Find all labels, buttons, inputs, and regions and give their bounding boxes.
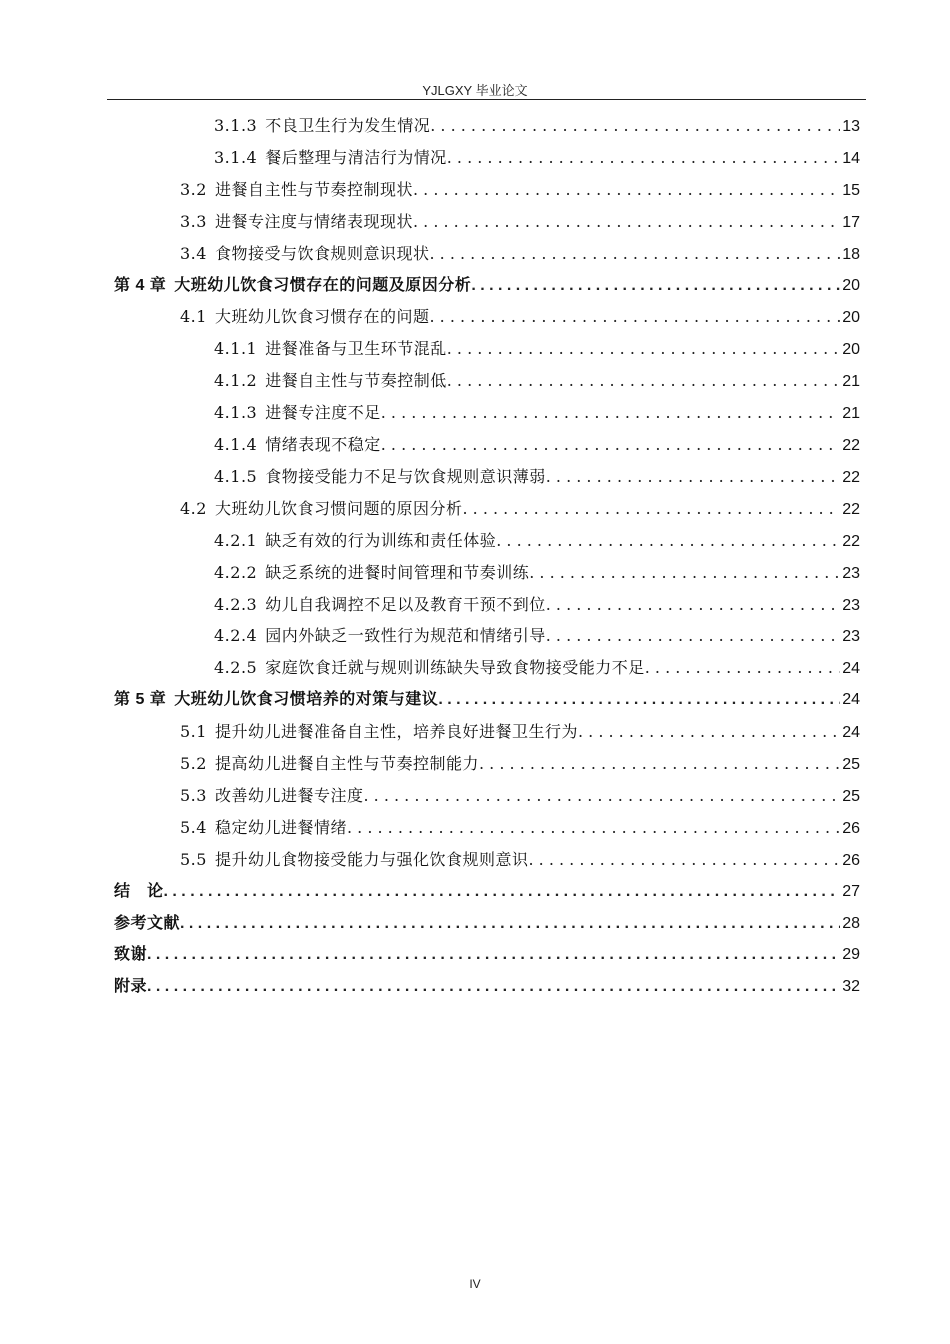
toc-entry[interactable]: [114, 688, 860, 712]
toc-entry[interactable]: [214, 146, 860, 170]
toc-entry-page: 21: [842, 373, 860, 390]
toc-entry-title: 附录: [114, 978, 148, 995]
toc-dot-leader: [164, 880, 841, 904]
toc-entry-title: 家庭饮食迁就与规则训练缺失导致食物接受能力不足: [265, 658, 645, 677]
toc-dot-leader: [147, 943, 840, 967]
toc-entry-page: 32: [842, 978, 860, 995]
toc-entry-title: 致谢: [114, 946, 148, 963]
toc-entry-page: 27: [842, 883, 860, 900]
toc-dot-leader: [529, 561, 840, 585]
toc-entry-page: 24: [842, 691, 860, 708]
toc-entry[interactable]: [214, 337, 860, 361]
toc-entry-page: 20: [842, 277, 860, 294]
toc-entry[interactable]: [214, 656, 860, 680]
toc-entry-number: 5.1: [180, 722, 207, 741]
page-number: IV: [469, 1277, 481, 1291]
toc-entry-number: 3.1.4: [214, 148, 258, 167]
toc-entry-title: 食物接受能力不足与饮食规则意识薄弱: [265, 467, 546, 486]
toc-dot-leader: [429, 242, 840, 266]
toc-entry-number: 5.4: [180, 818, 207, 837]
toc-entry-page: 22: [842, 469, 860, 486]
toc-entry[interactable]: [114, 912, 860, 936]
toc-dot-leader: [347, 816, 840, 840]
toc-entry-page: 26: [842, 852, 860, 869]
toc-entry-page: 22: [842, 501, 860, 518]
toc-entry-title: 参考文献: [114, 915, 181, 932]
toc-entry-title: 不良卫生行为发生情况: [265, 116, 431, 135]
toc-dot-leader: [471, 274, 840, 298]
toc-dot-leader: [381, 401, 840, 425]
toc-entry-title: 大班幼儿饮食习惯存在的问题: [214, 307, 430, 326]
toc-entry-title: 进餐专注度与情绪表现现状: [214, 212, 413, 231]
toc-entry-page: 29: [842, 946, 860, 963]
toc-entry[interactable]: [214, 593, 860, 617]
toc-entry-page: 23: [842, 597, 860, 614]
toc-dot-leader: [645, 656, 840, 680]
toc-entry-number: 4.1.2: [214, 371, 258, 390]
toc-entry[interactable]: [180, 178, 860, 202]
toc-dot-leader: [429, 305, 840, 329]
toc-entry-number: 4.1.1: [214, 339, 258, 358]
toc-entry-title: 进餐专注度不足: [265, 403, 381, 422]
toc-entry-title: 结 论: [114, 883, 164, 900]
toc-dot-leader: [447, 146, 840, 170]
toc-entry[interactable]: [180, 720, 860, 744]
toc-entry-page: 21: [842, 405, 860, 422]
toc-entry[interactable]: [214, 401, 860, 425]
toc-entry[interactable]: [114, 274, 860, 298]
toc-entry-number: 3.2: [180, 180, 207, 199]
toc-entry[interactable]: [114, 943, 860, 967]
toc-entry-number: 4.1.5: [214, 467, 258, 486]
toc-entry-number: 4.2.4: [214, 626, 258, 645]
toc-entry[interactable]: [214, 624, 860, 648]
toc-entry-title: 提升幼儿进餐准备自主性，培养良好进餐卫生行为: [214, 722, 578, 741]
toc-dot-leader: [381, 433, 840, 457]
toc-entry[interactable]: [214, 465, 860, 489]
toc-entry[interactable]: [180, 752, 860, 776]
toc-entry-title: 园内外缺乏一致性行为规范和情绪引导: [265, 626, 546, 645]
toc-dot-leader: [528, 848, 840, 872]
toc-entry-page: 24: [842, 724, 860, 741]
toc-entry[interactable]: [180, 784, 860, 808]
toc-entry-title: 改善幼儿进餐专注度: [214, 786, 364, 805]
toc-dot-leader: [180, 912, 840, 936]
toc-dot-leader: [462, 497, 840, 521]
toc-entry-page: 24: [842, 660, 860, 677]
toc-entry-page: 20: [842, 309, 860, 326]
toc-entry-number: 4.2: [180, 499, 207, 518]
toc-entry-page: 20: [842, 341, 860, 358]
toc-entry-number: 4.1: [180, 307, 207, 326]
toc-entry-title: 幼儿自我调控不足以及教育干预不到位: [265, 595, 546, 614]
toc-entry-number: 4.1.3: [214, 403, 258, 422]
toc-entry[interactable]: [114, 975, 860, 999]
toc-dot-leader: [438, 688, 840, 712]
toc-entry-page: 15: [842, 182, 860, 199]
toc-entry-number: 第 4 章: [114, 277, 167, 294]
toc-entry-number: 5.2: [180, 754, 207, 773]
toc-entry-title: 进餐准备与卫生环节混乱: [265, 339, 447, 358]
toc-entry-page: 25: [842, 756, 860, 773]
toc-entry-number: 4.2.3: [214, 595, 258, 614]
toc-entry-title: 提高幼儿进餐自主性与节奏控制能力: [214, 754, 479, 773]
toc-entry-number: 4.2.1: [214, 531, 258, 550]
toc-entry-number: 4.2.5: [214, 658, 258, 677]
toc-dot-leader: [546, 593, 840, 617]
toc-entry-page: 28: [842, 915, 860, 932]
toc-entry-title: 食物接受与饮食规则意识现状: [214, 244, 430, 263]
header-divider: [107, 99, 866, 100]
toc-entry-page: 14: [842, 150, 860, 167]
toc-dot-leader: [496, 529, 840, 553]
toc-entry[interactable]: [180, 848, 860, 872]
toc-dot-leader: [413, 210, 840, 234]
toc-entry-number: 4.1.4: [214, 435, 258, 454]
toc-dot-leader: [430, 114, 840, 138]
toc-entry[interactable]: [214, 369, 860, 393]
toc-entry-number: 3.1.3: [214, 116, 258, 135]
toc-entry-title: 餐后整理与清洁行为情况: [265, 148, 447, 167]
toc-dot-leader: [546, 465, 840, 489]
toc-entry[interactable]: [114, 880, 860, 904]
toc-entry-title: 缺乏系统的进餐时间管理和节奏训练: [265, 563, 530, 582]
toc-dot-leader: [447, 337, 840, 361]
toc-dot-leader: [147, 975, 840, 999]
toc-entry-title: 进餐自主性与节奏控制低: [265, 371, 447, 390]
toc-dot-leader: [479, 752, 840, 776]
toc-entry[interactable]: [214, 529, 860, 553]
toc-entry-number: 5.3: [180, 786, 207, 805]
toc-entry[interactable]: [180, 242, 860, 266]
toc-entry-number: 3.3: [180, 212, 207, 231]
toc-entry-page: 18: [842, 246, 860, 263]
toc-entry-page: 22: [842, 437, 860, 454]
toc-entry-page: 17: [842, 214, 860, 231]
toc-entry-title: 进餐自主性与节奏控制现状: [214, 180, 413, 199]
toc-entry-title: 提升幼儿食物接受能力与强化饮食规则意识: [214, 850, 529, 869]
toc-entry[interactable]: [180, 816, 860, 840]
toc-entry-page: 25: [842, 788, 860, 805]
toc-entry[interactable]: [214, 433, 860, 457]
toc-entry-page: 26: [842, 820, 860, 837]
toc-entry-page: 23: [842, 628, 860, 645]
toc-entry-number: 第 5 章: [114, 691, 167, 708]
toc-entry-title: 大班幼儿饮食习惯问题的原因分析: [214, 499, 463, 518]
toc-entry[interactable]: [180, 210, 860, 234]
toc-entry-title: 稳定幼儿进餐情绪: [214, 818, 347, 837]
toc-dot-leader: [447, 369, 840, 393]
toc-dot-leader: [413, 178, 840, 202]
toc-entry-title: 缺乏有效的行为训练和责任体验: [265, 531, 497, 550]
toc-entry-page: 23: [842, 565, 860, 582]
toc-entry-title: 情绪表现不稳定: [265, 435, 381, 454]
toc-entry-title: 大班幼儿饮食习惯存在的问题及原因分析: [174, 277, 472, 294]
toc-entry-number: 5.5: [180, 850, 207, 869]
toc-dot-leader: [363, 784, 840, 808]
page-header: YJLGXY 毕业论文: [422, 83, 528, 98]
toc-entry[interactable]: [214, 114, 860, 138]
toc-entry-number: 4.2.2: [214, 563, 258, 582]
toc-entry-number: 3.4: [180, 244, 207, 263]
toc-entry-page: 13: [842, 118, 860, 135]
toc-entry[interactable]: [180, 497, 860, 521]
toc-entry-title: 大班幼儿饮食习惯培养的对策与建议: [174, 691, 439, 708]
toc-entry-page: 22: [842, 533, 860, 550]
toc-entry[interactable]: [180, 305, 860, 329]
toc-dot-leader: [578, 720, 840, 744]
toc-entry[interactable]: [214, 561, 860, 585]
toc-dot-leader: [546, 624, 840, 648]
